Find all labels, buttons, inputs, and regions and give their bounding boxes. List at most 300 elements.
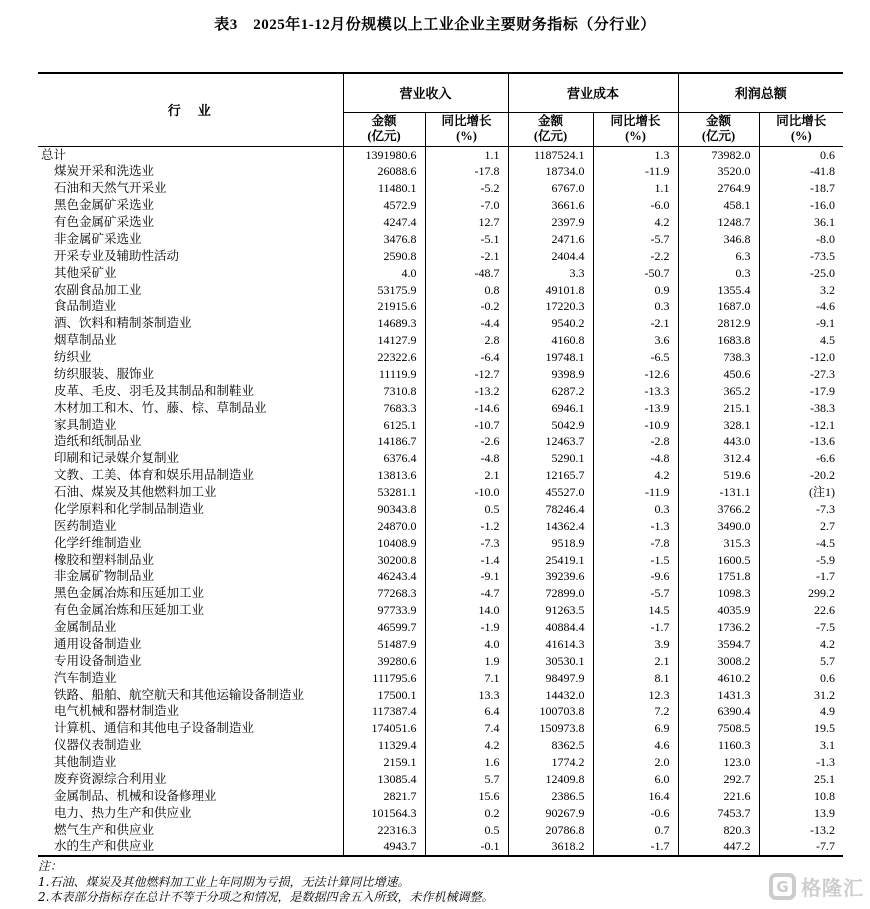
value-cell: -4.5 xyxy=(759,535,843,552)
table-row xyxy=(38,602,843,619)
value-cell: 447.2 xyxy=(678,838,759,856)
value-cell: -5.9 xyxy=(759,552,843,569)
industry-cell: 家具制造业 xyxy=(54,417,117,432)
table-row xyxy=(38,231,843,248)
value-cell: -73.5 xyxy=(759,248,843,265)
value-cell: 4.9 xyxy=(759,703,843,720)
table-row xyxy=(38,518,843,535)
value-cell: -25.0 xyxy=(759,265,843,282)
value-cell: 16.4 xyxy=(593,788,678,805)
industry-cell: 黑色金属冶炼和压延加工业 xyxy=(54,586,205,601)
value-cell: 22316.3 xyxy=(343,822,425,839)
value-cell: 25.1 xyxy=(759,771,843,788)
value-cell: 2590.8 xyxy=(343,248,425,265)
industry-cell: 医药制造业 xyxy=(54,518,117,533)
value-cell: 22322.6 xyxy=(343,349,425,366)
value-cell: 4035.9 xyxy=(678,602,759,619)
value-cell: 117387.4 xyxy=(343,703,425,720)
value-cell: 6946.1 xyxy=(508,400,593,417)
value-cell: 78246.4 xyxy=(508,501,593,518)
value-cell: -2.2 xyxy=(593,248,678,265)
table-row xyxy=(38,788,843,805)
value-cell: 3008.2 xyxy=(678,653,759,670)
value-cell: 6767.0 xyxy=(508,180,593,197)
value-cell: -18.7 xyxy=(759,180,843,197)
value-cell: 7.2 xyxy=(593,703,678,720)
column-header-cost-growth: 同比增长 (%) xyxy=(593,112,678,146)
table-row xyxy=(38,400,843,417)
value-cell: 3.6 xyxy=(593,332,678,349)
industry-cell: 其他制造业 xyxy=(54,755,117,769)
industry-cell: 石油、煤炭及其他燃料加工业 xyxy=(54,485,217,499)
value-cell: 221.6 xyxy=(678,788,759,805)
value-cell: 2821.7 xyxy=(343,788,425,805)
value-cell: 6.4 xyxy=(425,703,508,720)
value-cell: 0.9 xyxy=(593,282,678,299)
value-cell: -1.7 xyxy=(593,838,678,856)
table-row xyxy=(38,467,843,484)
value-cell: 2.1 xyxy=(425,467,508,484)
value-cell: -11.9 xyxy=(593,484,678,501)
value-cell: 10.8 xyxy=(759,788,843,805)
value-cell: 2159.1 xyxy=(343,754,425,771)
table-notes xyxy=(38,859,493,906)
value-cell: 1160.3 xyxy=(678,737,759,754)
page-title: 表3 2025年1-12月份规模以上工业企业主要财务指标（分行业） xyxy=(214,17,656,33)
table-row xyxy=(38,450,843,467)
value-cell: 3661.6 xyxy=(508,197,593,214)
value-cell: -20.2 xyxy=(759,467,843,484)
value-cell: 21915.6 xyxy=(343,298,425,315)
value-cell: 4.2 xyxy=(593,214,678,231)
table-row xyxy=(38,568,843,585)
value-cell: 4247.4 xyxy=(343,214,425,231)
value-cell: 4.5 xyxy=(759,332,843,349)
value-cell: 123.0 xyxy=(678,754,759,771)
value-cell: 215.1 xyxy=(678,400,759,417)
table-row xyxy=(38,180,843,197)
value-cell: -12.7 xyxy=(425,366,508,383)
value-cell: 6.3 xyxy=(678,248,759,265)
table-row xyxy=(38,417,843,434)
value-cell: 3.3 xyxy=(508,265,593,282)
value-cell: 3520.0 xyxy=(678,163,759,180)
industry-cell: 食品制造业 xyxy=(54,299,117,314)
table-row xyxy=(38,636,843,653)
value-cell: 3.2 xyxy=(759,282,843,299)
industry-cell: 金属制品业 xyxy=(54,620,117,634)
table-row xyxy=(38,248,843,265)
industry-cell: 其他采矿业 xyxy=(54,265,117,280)
value-cell: -12.6 xyxy=(593,366,678,383)
value-cell: 77268.3 xyxy=(343,585,425,602)
industry-cell: 水的生产和供应业 xyxy=(54,839,155,854)
value-cell: 1391980.6 xyxy=(343,146,425,163)
value-cell: 97733.9 xyxy=(343,602,425,619)
value-cell: -131.1 xyxy=(678,484,759,501)
value-cell: 36.1 xyxy=(759,214,843,231)
value-cell: -5.7 xyxy=(593,231,678,248)
value-cell: 14432.0 xyxy=(508,687,593,704)
value-cell: 49101.8 xyxy=(508,282,593,299)
value-cell: 12409.8 xyxy=(508,771,593,788)
value-cell: 11119.9 xyxy=(343,366,425,383)
value-cell: 1600.5 xyxy=(678,552,759,569)
industry-cell: 非金属矿物制品业 xyxy=(54,569,155,584)
value-cell: 0.3 xyxy=(678,265,759,282)
table-row xyxy=(38,670,843,687)
value-cell: 22.6 xyxy=(759,602,843,619)
industry-cell: 计算机、通信和其他电子设备制造业 xyxy=(54,721,255,736)
note-item-1: 1.石油、煤炭及其他燃料加工业上年同期为亏损，无法计算同比增速。 xyxy=(38,874,410,889)
value-cell: -41.8 xyxy=(759,163,843,180)
industry-cell: 金属制品、机械和设备修理业 xyxy=(54,788,217,803)
value-cell: 9540.2 xyxy=(508,315,593,332)
value-cell: 111795.6 xyxy=(343,670,425,687)
industry-cell: 纺织服装、服饰业 xyxy=(54,366,155,381)
value-cell: 9518.9 xyxy=(508,535,593,552)
value-cell: 4943.7 xyxy=(343,838,425,856)
industry-cell: 黑色金属矿采选业 xyxy=(54,198,155,213)
value-cell: 4.2 xyxy=(593,467,678,484)
value-cell: -2.1 xyxy=(593,315,678,332)
value-cell: 2.1 xyxy=(593,653,678,670)
industry-cell: 有色金属矿采选业 xyxy=(54,215,155,229)
table-row xyxy=(38,197,843,214)
value-cell: 46243.4 xyxy=(343,568,425,585)
value-cell: 51487.9 xyxy=(343,636,425,653)
industry-cell: 皮革、毛皮、羽毛及其制品和制鞋业 xyxy=(54,383,255,398)
value-cell: 3766.2 xyxy=(678,501,759,518)
table-row xyxy=(38,501,843,518)
value-cell: 174051.6 xyxy=(343,720,425,737)
notes-label: 注： xyxy=(38,859,63,873)
value-cell: 1.9 xyxy=(425,653,508,670)
table-row xyxy=(38,366,843,383)
value-cell: -4.8 xyxy=(425,450,508,467)
industry-cell: 造纸和纸制品业 xyxy=(54,434,142,449)
table-row xyxy=(38,484,843,501)
value-cell: 7683.3 xyxy=(343,400,425,417)
value-cell: 14127.9 xyxy=(343,332,425,349)
value-cell: 5.7 xyxy=(425,771,508,788)
value-cell: 13813.6 xyxy=(343,467,425,484)
value-cell: 24870.0 xyxy=(343,518,425,535)
value-cell: 1687.0 xyxy=(678,298,759,315)
industry-cell: 烟草制品业 xyxy=(54,333,117,348)
value-cell: (注1) xyxy=(759,484,843,501)
gelonghui-logo-icon: G xyxy=(769,873,796,900)
value-cell: 3.1 xyxy=(759,737,843,754)
value-cell: -1.7 xyxy=(759,568,843,585)
industry-cell: 酒、饮料和精制茶制造业 xyxy=(54,316,192,331)
table-row xyxy=(38,838,843,856)
value-cell: -13.9 xyxy=(593,400,678,417)
value-cell: 20786.8 xyxy=(508,822,593,839)
table-row xyxy=(38,282,843,299)
value-cell: 18734.0 xyxy=(508,163,593,180)
value-cell: 4.0 xyxy=(343,265,425,282)
value-cell: -13.6 xyxy=(759,433,843,450)
value-cell: -6.4 xyxy=(425,349,508,366)
value-cell: 14.0 xyxy=(425,602,508,619)
value-cell: 12.3 xyxy=(593,687,678,704)
value-cell: 6.0 xyxy=(593,771,678,788)
value-cell: 6.9 xyxy=(593,720,678,737)
value-cell: 4.2 xyxy=(759,636,843,653)
value-cell: 7.4 xyxy=(425,720,508,737)
value-cell: -17.9 xyxy=(759,383,843,400)
value-cell: 13.9 xyxy=(759,805,843,822)
industry-cell: 纺织业 xyxy=(54,350,92,364)
value-cell: -11.9 xyxy=(593,163,678,180)
value-cell: -6.6 xyxy=(759,450,843,467)
value-cell: 14689.3 xyxy=(343,315,425,332)
value-cell: 7508.5 xyxy=(678,720,759,737)
table-row xyxy=(38,383,843,400)
value-cell: -10.7 xyxy=(425,417,508,434)
industry-cell: 非金属矿采选业 xyxy=(54,231,142,246)
value-cell: -7.7 xyxy=(759,838,843,856)
table-row xyxy=(38,265,843,282)
value-cell: 3618.2 xyxy=(508,838,593,856)
industry-cell: 总计 xyxy=(41,147,67,162)
value-cell: 2.7 xyxy=(759,518,843,535)
value-cell: 19.5 xyxy=(759,720,843,737)
value-cell: 39280.6 xyxy=(343,653,425,670)
value-cell: 0.7 xyxy=(593,822,678,839)
table-row xyxy=(38,552,843,569)
value-cell: 443.0 xyxy=(678,433,759,450)
value-cell: 7.1 xyxy=(425,670,508,687)
value-cell: 312.4 xyxy=(678,450,759,467)
value-cell: 1683.8 xyxy=(678,332,759,349)
value-cell: 328.1 xyxy=(678,417,759,434)
value-cell: 45527.0 xyxy=(508,484,593,501)
industry-cell: 铁路、船舶、航空航天和其他运输设备制造业 xyxy=(54,687,305,702)
value-cell: 11329.4 xyxy=(343,737,425,754)
industry-cell: 化学原料和化学制品制造业 xyxy=(54,501,205,516)
value-cell: 13085.4 xyxy=(343,771,425,788)
value-cell: -13.2 xyxy=(759,822,843,839)
value-cell: -9.6 xyxy=(593,568,678,585)
value-cell: 450.6 xyxy=(678,366,759,383)
industry-cell: 橡胶和塑料制品业 xyxy=(54,552,155,567)
table-row xyxy=(38,315,843,332)
table-row xyxy=(38,535,843,552)
value-cell: 2471.6 xyxy=(508,231,593,248)
industry-cell: 木材加工和木、竹、藤、棕、草制品业 xyxy=(54,400,267,415)
value-cell: 1.6 xyxy=(425,754,508,771)
value-cell: 40884.4 xyxy=(508,619,593,636)
industry-cell: 通用设备制造业 xyxy=(54,636,142,651)
value-cell: 2.8 xyxy=(425,332,508,349)
value-cell: 0.3 xyxy=(593,298,678,315)
industry-cell: 农副食品加工业 xyxy=(54,282,142,297)
value-cell: 14186.7 xyxy=(343,433,425,450)
value-cell: -13.2 xyxy=(425,383,508,400)
value-cell: 41614.3 xyxy=(508,636,593,653)
value-cell: -6.5 xyxy=(593,349,678,366)
value-cell: 0.8 xyxy=(425,282,508,299)
table-row xyxy=(38,703,843,720)
value-cell: 6125.1 xyxy=(343,417,425,434)
value-cell: 11480.1 xyxy=(343,180,425,197)
value-cell: 4610.2 xyxy=(678,670,759,687)
value-cell: 1248.7 xyxy=(678,214,759,231)
table-row xyxy=(38,332,843,349)
industry-cell: 废弃资源综合利用业 xyxy=(54,771,167,786)
value-cell: 25419.1 xyxy=(508,552,593,569)
value-cell: -1.7 xyxy=(593,619,678,636)
industry-cell: 汽车制造业 xyxy=(54,670,117,685)
industry-cell: 电气机械和器材制造业 xyxy=(54,704,180,719)
value-cell: 1431.3 xyxy=(678,687,759,704)
value-cell: -48.7 xyxy=(425,265,508,282)
value-cell: 1355.4 xyxy=(678,282,759,299)
table-row xyxy=(38,822,843,839)
value-cell: 365.2 xyxy=(678,383,759,400)
value-cell: 31.2 xyxy=(759,687,843,704)
value-cell: 12.7 xyxy=(425,214,508,231)
value-cell: 1098.3 xyxy=(678,585,759,602)
table-row xyxy=(38,754,843,771)
value-cell: 14362.4 xyxy=(508,518,593,535)
value-cell: -4.4 xyxy=(425,315,508,332)
value-cell: -2.1 xyxy=(425,248,508,265)
value-cell: -1.3 xyxy=(759,754,843,771)
value-cell: 2764.9 xyxy=(678,180,759,197)
industry-cell: 印刷和记录媒介复制业 xyxy=(54,451,180,466)
industry-cell: 煤炭开采和洗选业 xyxy=(54,164,155,179)
value-cell: 19748.1 xyxy=(508,349,593,366)
value-cell: 7310.8 xyxy=(343,383,425,400)
value-cell: 6376.4 xyxy=(343,450,425,467)
value-cell: -16.0 xyxy=(759,197,843,214)
value-cell: 2.0 xyxy=(593,754,678,771)
value-cell: -5.2 xyxy=(425,180,508,197)
value-cell: 9398.9 xyxy=(508,366,593,383)
column-header-revenue-growth: 同比增长 (%) xyxy=(425,112,508,146)
table-row xyxy=(38,737,843,754)
table-row xyxy=(38,214,843,231)
column-header-industry: 行 业 xyxy=(167,103,213,119)
column-group-operating-revenue: 营业收入 xyxy=(343,73,508,112)
value-cell: 5290.1 xyxy=(508,450,593,467)
value-cell: 2386.5 xyxy=(508,788,593,805)
value-cell: 738.3 xyxy=(678,349,759,366)
value-cell: 0.6 xyxy=(759,146,843,163)
industry-cell: 开采专业及辅助性活动 xyxy=(54,248,180,263)
gelonghui-watermark xyxy=(769,872,864,901)
value-cell: -38.3 xyxy=(759,400,843,417)
value-cell: 1.1 xyxy=(425,146,508,163)
value-cell: 5.7 xyxy=(759,653,843,670)
value-cell: 0.2 xyxy=(425,805,508,822)
note-item-2: 2.本表部分指标存在总计不等于分项之和情况，是数据四舍五入所致，未作机械调整。 xyxy=(38,890,494,904)
value-cell: 101564.3 xyxy=(343,805,425,822)
value-cell: 26088.6 xyxy=(343,163,425,180)
industry-cell: 专用设备制造业 xyxy=(54,653,142,668)
value-cell: 1.1 xyxy=(593,180,678,197)
value-cell: -1.4 xyxy=(425,552,508,569)
value-cell: 0.3 xyxy=(593,501,678,518)
value-cell: 1736.2 xyxy=(678,619,759,636)
table-row xyxy=(38,163,843,180)
value-cell: 292.7 xyxy=(678,771,759,788)
table-row xyxy=(38,433,843,450)
value-cell: -6.0 xyxy=(593,197,678,214)
value-cell: 39239.6 xyxy=(508,568,593,585)
value-cell: 1187524.1 xyxy=(508,146,593,163)
column-header-cost-amount: 金额 (亿元) xyxy=(508,112,593,146)
value-cell: 30200.8 xyxy=(343,552,425,569)
value-cell: -12.1 xyxy=(759,417,843,434)
value-cell: -17.8 xyxy=(425,163,508,180)
value-cell: 299.2 xyxy=(759,585,843,602)
financial-indicators-table xyxy=(38,72,843,857)
value-cell: -1.5 xyxy=(593,552,678,569)
value-cell: 90343.8 xyxy=(343,501,425,518)
value-cell: -7.0 xyxy=(425,197,508,214)
table-row xyxy=(38,349,843,366)
industry-cell: 石油和天然气开采业 xyxy=(54,181,167,196)
value-cell: 820.3 xyxy=(678,822,759,839)
value-cell: 10408.9 xyxy=(343,535,425,552)
value-cell: -9.1 xyxy=(759,315,843,332)
value-cell: -7.8 xyxy=(593,535,678,552)
value-cell: -4.7 xyxy=(425,585,508,602)
value-cell: -9.1 xyxy=(425,568,508,585)
table-row xyxy=(38,771,843,788)
value-cell: -1.3 xyxy=(593,518,678,535)
industry-cell: 有色金属冶炼和压延加工业 xyxy=(54,603,205,618)
value-cell: 91263.5 xyxy=(508,602,593,619)
value-cell: -1.2 xyxy=(425,518,508,535)
value-cell: -2.8 xyxy=(593,433,678,450)
value-cell: 1774.2 xyxy=(508,754,593,771)
value-cell: 4.6 xyxy=(593,737,678,754)
value-cell: -4.6 xyxy=(759,298,843,315)
value-cell: -13.3 xyxy=(593,383,678,400)
value-cell: 315.3 xyxy=(678,535,759,552)
value-cell: 2812.9 xyxy=(678,315,759,332)
value-cell: 1.3 xyxy=(593,146,678,163)
value-cell: -14.6 xyxy=(425,400,508,417)
value-cell: 14.5 xyxy=(593,602,678,619)
value-cell: 1751.8 xyxy=(678,568,759,585)
value-cell: 4160.8 xyxy=(508,332,593,349)
value-cell: -7.5 xyxy=(759,619,843,636)
value-cell: 17500.1 xyxy=(343,687,425,704)
value-cell: 98497.9 xyxy=(508,670,593,687)
value-cell: 2404.4 xyxy=(508,248,593,265)
value-cell: 7453.7 xyxy=(678,805,759,822)
value-cell: 519.6 xyxy=(678,467,759,484)
column-header-revenue-amount: 金额 (亿元) xyxy=(343,112,425,146)
table-row xyxy=(38,720,843,737)
value-cell: 4.2 xyxy=(425,737,508,754)
value-cell: 72899.0 xyxy=(508,585,593,602)
table-row xyxy=(38,585,843,602)
value-cell: 100703.8 xyxy=(508,703,593,720)
value-cell: 458.1 xyxy=(678,197,759,214)
value-cell: 30530.1 xyxy=(508,653,593,670)
value-cell: 17220.3 xyxy=(508,298,593,315)
value-cell: 46599.7 xyxy=(343,619,425,636)
value-cell: 4572.9 xyxy=(343,197,425,214)
column-header-profit-amount: 金额 (亿元) xyxy=(678,112,759,146)
